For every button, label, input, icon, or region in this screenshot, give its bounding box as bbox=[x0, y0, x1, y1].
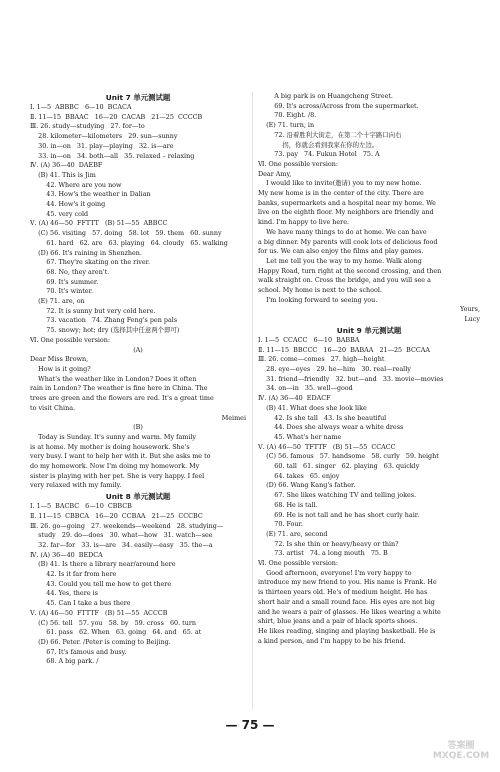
answer-line: 44. Does she always wear a white dress bbox=[258, 423, 404, 432]
answer-line: 69. He is not tall and he has short curly hair. bbox=[258, 510, 420, 519]
answer-line: (D) 66. Peter. /Peter is coming to Beijing. bbox=[30, 637, 171, 646]
answer-line: 72. It is sunny but very cold here. bbox=[30, 306, 156, 315]
answer-line: 60. tall 61. singer 62. playing 63. quickly bbox=[258, 462, 420, 471]
answer-line: 42. Where are you now bbox=[30, 180, 122, 189]
answer-line: a kind person, and I'm happy to be his friend. bbox=[258, 636, 406, 645]
answer-line: Ⅵ. One possible version: bbox=[30, 335, 111, 344]
answer-line: 32. far—for 33. is—are 34. easily—easy 35. the—a bbox=[30, 540, 213, 549]
answer-line: (B) 41. This is Jim bbox=[30, 170, 96, 179]
answer-line: study 29. do—does 30. what—how 31. watch—see bbox=[30, 531, 213, 540]
answer-line: 33. in—on 34. both—all 35. relaxed – relaxing bbox=[30, 151, 195, 160]
answer-line: Ⅴ. (A) 46—50 TFTTF (B) 51—55 CCACC bbox=[258, 442, 396, 451]
answer-line: 69. It's across/Across from the supermarket. bbox=[258, 101, 419, 110]
unit-heading: Unit 9 单元测试题 bbox=[336, 325, 402, 335]
answer-line: 72. Is she thin or heavy/heavy or thin? bbox=[258, 539, 399, 548]
answer-line: 43. How's the weather in Dalian bbox=[30, 190, 151, 199]
answer-line: 73. vacation 74. Zhang Feng's pen pals bbox=[30, 316, 178, 325]
answer-line: 68. A big park. / bbox=[30, 657, 99, 666]
answer-line: is thirteen years old. He's of medium height. He has bbox=[258, 588, 428, 597]
answer-line: is at home. My mother is doing housework. She's bbox=[30, 442, 190, 451]
answer-line: 31. friend—friendly 32. but—and 33. movie—movies bbox=[258, 374, 444, 383]
answer-line: 拐，你就会看到我家在你的左边。 bbox=[258, 140, 379, 149]
answer-line: (D) 66. Wang Kang's father. bbox=[258, 481, 356, 490]
answer-line: 28. eye—eyes 29. he—him 30. real—really bbox=[258, 364, 411, 373]
answer-line: Ⅱ. 11—15 BBCCC 16—20 BABAA 21—25 BCCAA bbox=[258, 345, 430, 354]
answer-line: Ⅳ. (A) 36—40 BEDCA bbox=[30, 550, 103, 559]
answer-line: 44. How's it going bbox=[30, 200, 106, 209]
answer-line: (E) 71. are, on bbox=[30, 297, 85, 306]
left-column bbox=[30, 92, 246, 667]
answer-line: (B) 41. What does she look like bbox=[258, 403, 367, 412]
answer-line: Ⅳ. (A) 36—40 DAEBF bbox=[30, 161, 103, 170]
answer-line: 67. She likes watching TV and telling jokes. bbox=[258, 491, 417, 500]
answer-line: 68. No, they aren't. bbox=[30, 267, 110, 276]
answer-line: 68. He is tall. bbox=[258, 500, 318, 509]
answer-line: 45. very cold bbox=[30, 209, 89, 218]
answer-line: Ⅳ. (A) 36—40 EDACF bbox=[258, 394, 331, 403]
right-column bbox=[258, 92, 480, 646]
answer-line: to visit China. bbox=[30, 403, 76, 412]
answer-line: walk straight on. Cross the bridge, and you will see a bbox=[258, 276, 431, 285]
answer-line: (B) bbox=[133, 423, 143, 432]
answer-line: A big park is on Huangcheng Street. bbox=[258, 92, 393, 100]
answer-line: (C) 56. tell 57. you 58. by 59. cross 60. turn bbox=[30, 618, 196, 627]
answer-line: Ⅰ. 1—5 BACBC 6—10 CBBCB bbox=[30, 502, 132, 511]
answer-line: sister is playing with her pet. She is very happy. I feel bbox=[30, 471, 205, 480]
answer-line: 43. Could you tell me how to get there bbox=[30, 579, 172, 588]
answer-line: Lucy bbox=[464, 315, 480, 324]
answer-line: and he wears a pair of glasses. He likes wearing a white bbox=[258, 607, 441, 616]
answer-line: I would like to invite(邀请) you to my new home. bbox=[258, 179, 422, 188]
unit-heading: Unit 8 单元测试题 bbox=[105, 492, 171, 502]
answer-line: 73. pay 74. Fukun Hotel 75. A bbox=[258, 150, 380, 159]
answer-line: 30. in—on 31. play—playing 32. is—are bbox=[30, 141, 174, 150]
answer-line: Ⅲ. 26. come—comes 27. high—height bbox=[258, 355, 385, 364]
answer-line: 70. Four. bbox=[258, 520, 303, 529]
answer-line: 61. pass 62. When 63. going 64. and 65. at bbox=[30, 628, 202, 637]
answer-line: He likes reading, singing and playing basketball. He is bbox=[258, 626, 436, 635]
answer-line: We have many things to do at home. We can have bbox=[258, 227, 427, 236]
answer-line: 67. It's famous and busy. bbox=[30, 647, 127, 656]
answer-line: school. My home is next to the school. bbox=[258, 286, 382, 295]
answer-line: (A) bbox=[133, 345, 143, 354]
answer-line: (E) 71. turn, in bbox=[258, 121, 315, 130]
answer-line: 61. hard 62. are 63. playing 64. cloudy 65. walking bbox=[30, 238, 228, 247]
answer-line: very relaxed with my family. bbox=[30, 481, 122, 490]
answer-line: How is it going? bbox=[30, 364, 91, 373]
answer-line: a big dinner. My parents will cook lots of delicious food bbox=[258, 237, 438, 246]
answer-line: Good afternoon, everyone! I'm very happy to bbox=[258, 568, 412, 577]
answer-line: 75. snowy; hot; dry (选择其中任意两个即可) bbox=[30, 326, 180, 335]
answer-line: banks, supermarkets and a hospital near my home. We bbox=[258, 198, 436, 207]
answer-line: short hair and a small round face. His eyes are not big bbox=[258, 597, 435, 606]
answer-line: Let me tell you the way to my home. Walk along bbox=[258, 256, 422, 265]
unit-heading: Unit 7 单元测试题 bbox=[105, 93, 171, 102]
answer-line: 45. What's her name bbox=[258, 432, 342, 441]
answer-line: 44. Yes, there is bbox=[30, 589, 98, 598]
answer-line: introduce my new friend to you. His name is Frank. He bbox=[258, 578, 437, 587]
answer-line: (D) 66. It's raining in Shenzhen. bbox=[30, 248, 142, 257]
answer-line: Yours, bbox=[460, 305, 480, 314]
answer-line: 67. They're skating on the river. bbox=[30, 258, 151, 267]
answer-line: (B) 41. Is there a library near/around here bbox=[30, 560, 176, 569]
answer-line: Dear Amy, bbox=[258, 169, 292, 178]
answer-line: Ⅰ. 1—5 CCACC 6—10 BABBA bbox=[258, 335, 360, 344]
answer-line: Today is Sunday. It's sunny and warm. My family bbox=[30, 432, 197, 441]
answer-line: Ⅵ. One possible version: bbox=[258, 159, 339, 168]
answer-line: What's the weather like in London? Does it often bbox=[30, 374, 197, 383]
answer-line: do my homework. Now I'm doing my homework. My bbox=[30, 462, 200, 471]
answer-line: I'm looking forward to seeing you. bbox=[258, 295, 378, 304]
watermark-logo: 答案圈 MXQE.COM bbox=[432, 741, 490, 761]
answer-line: 73. artist 74. a long mouth 75. B bbox=[258, 549, 388, 558]
answer-line: 28. kilometer—kilometers 29. sun—sunny bbox=[30, 132, 178, 141]
answer-line: shirt, blue jeans and a pair of black sports shoes. bbox=[258, 617, 418, 626]
answer-line: Happy Road, turn right at the second crossing, and then bbox=[258, 266, 442, 275]
answer-line: 64. takes 65. enjoy bbox=[258, 471, 340, 480]
answer-line: 70. Eight. /8. bbox=[258, 111, 317, 120]
answer-line: 70. It's winter. bbox=[30, 287, 93, 296]
answer-line: (C) 56. visiting 57. doing 58. lot 59. them 60. sunny bbox=[30, 229, 222, 238]
answer-line: Ⅱ. 11—15 BBAAC 16—20 CACAB 21—25 CCCCB bbox=[30, 112, 203, 121]
answer-line: Dear Miss Brown, bbox=[30, 355, 89, 364]
page-number: — 75 — bbox=[225, 718, 275, 732]
answer-line: Ⅲ. 26. study—studying 27. for—to bbox=[30, 122, 145, 131]
answer-line: 42. Is it far from here bbox=[30, 570, 117, 579]
answer-line: Ⅲ. 26. go—going 27. weekends—weekend 28. studying— bbox=[30, 521, 224, 530]
answer-line: kind. I'm happy to live here. bbox=[258, 218, 350, 227]
answer-line: Meimei bbox=[221, 413, 246, 422]
answer-line: Ⅰ. 1—5 ABBBC 6—10 BCACA bbox=[30, 103, 132, 111]
answer-line: Ⅴ. (A) 46—50 FFTTT (B) 51—55 ABBCC bbox=[30, 219, 168, 228]
answer-line: for us. We can also enjoy the films and play games. bbox=[258, 247, 424, 256]
answer-line: 69. It's summer. bbox=[30, 277, 99, 286]
answer-line: trees are green and the flowers are red. It's a great time bbox=[30, 394, 214, 403]
answer-line: rain in London? The weather is fine here in China. The bbox=[30, 384, 208, 393]
answer-line: (E) 71. are, second bbox=[258, 529, 328, 538]
column-divider bbox=[252, 92, 253, 710]
answer-line: (C) 56. famous 57. handsome 58. curly 59. height bbox=[258, 452, 439, 461]
answer-line: 72. 沿着胜利大街走，在第二个十字路口向右 bbox=[258, 130, 402, 139]
answer-line: very busy. I want to help her with it. But she asks me to bbox=[30, 452, 211, 461]
answer-line: Ⅵ. One possible version: bbox=[258, 559, 339, 568]
answer-line: My new home is in the center of the city. There are bbox=[258, 189, 424, 198]
answer-line: Ⅴ. (A) 46—50 FTTTF (B) 51—55 ACCCB bbox=[30, 608, 168, 617]
answer-line: Ⅱ. 11—15 CBBCA 16—20 CCBAA 21—25 CCCBC bbox=[30, 511, 203, 520]
answer-line: 42. Is she tall 43. Is she beautiful bbox=[258, 413, 387, 422]
answer-line: 45. Can I take a bus there bbox=[30, 599, 131, 608]
answer-line: live on the eighth floor. My neighbors are friendly and bbox=[258, 208, 434, 217]
answer-line: 34. on—in 35. well—good bbox=[258, 384, 353, 393]
